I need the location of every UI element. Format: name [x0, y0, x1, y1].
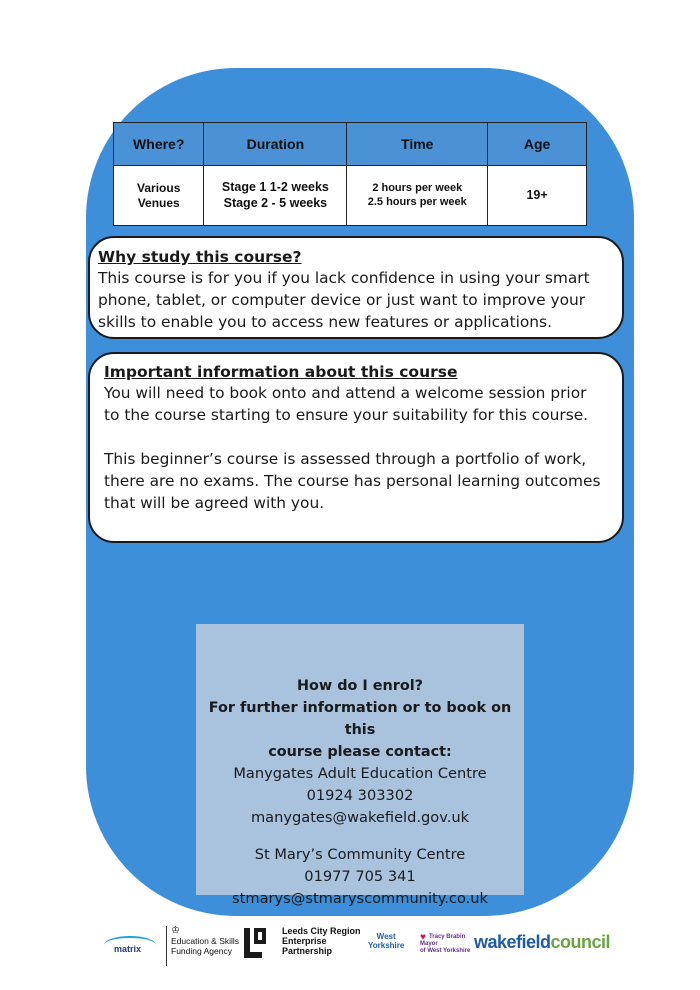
wy-line: West: [376, 932, 396, 941]
important-info-box: [88, 352, 624, 543]
cell-age: 19+: [488, 166, 587, 226]
centre-name: St Mary’s Community Centre: [254, 846, 466, 863]
why-line: skills to enable you to access new features or applications.: [98, 313, 552, 331]
enrol-heading: How do I enrol?: [296, 678, 424, 694]
why-line: This course is for you if you lack confidence in using your smart: [98, 269, 590, 287]
important-info-title: Important information about this course: [104, 363, 458, 381]
esfa-text: Funding Agency: [171, 946, 232, 956]
matrix-text: matrix: [114, 944, 142, 954]
wy-line: Yorkshire: [368, 941, 405, 950]
why-line: phone, tablet, or computer device or just want to improve your: [98, 291, 586, 309]
mayor-line: of West Yorkshire: [420, 948, 471, 954]
mayor-line: Mayor: [420, 941, 438, 947]
important-line: that will be agreed with you.: [104, 494, 325, 512]
centre-phone[interactable]: 01924 303302: [306, 787, 414, 804]
header-time: Time: [347, 123, 488, 166]
enrol-contact-box: [196, 624, 524, 907]
enrol-subheading: course please contact:: [268, 744, 452, 760]
mayor-logo: [420, 934, 470, 955]
why-study-title: Why study this course?: [98, 248, 302, 266]
lep-text: [282, 926, 361, 956]
time-line: 2 hours per week: [372, 181, 463, 194]
royal-crest-icon: ♔: [171, 925, 180, 936]
important-line: to the course starting to ensure your suitability for this course.: [104, 406, 589, 424]
header-duration: Duration: [204, 123, 347, 166]
centre-email[interactable]: manygates@wakefield.gov.uk: [250, 809, 470, 826]
why-study-box: [88, 236, 624, 339]
cell-duration: [204, 166, 347, 226]
esfa-logo: [166, 926, 243, 966]
lep-line: Enterprise: [282, 936, 327, 946]
important-para-2: [104, 448, 608, 514]
time-line: 2.5 hours per week: [367, 195, 467, 208]
centre-phone[interactable]: 01977 705 341: [304, 868, 416, 885]
duration-line: Stage 2 - 5 weeks: [223, 195, 328, 210]
council-text: council: [550, 932, 611, 952]
duration-line: Stage 1 1-2 weeks: [221, 179, 329, 194]
where-line: Various: [137, 180, 181, 195]
important-line: This beginner’s course is assessed through a portfolio of work,: [104, 450, 587, 468]
wakefield-council-logo: [474, 932, 610, 953]
wakefield-text: wakefield: [474, 932, 551, 952]
important-para-1: [104, 382, 608, 426]
cell-where: [114, 166, 204, 226]
spacer: [196, 829, 524, 844]
course-info-table: [113, 122, 587, 226]
important-line: You will need to book onto and attend a welcome session prior: [104, 384, 587, 402]
where-line: Venues: [137, 195, 180, 210]
lep-mark-icon: [242, 926, 268, 960]
matrix-logo: [100, 934, 162, 960]
lep-line: Leeds City Region: [282, 926, 361, 936]
cell-time: [347, 166, 488, 226]
important-line: there are no exams. The course has personal learning outcomes: [104, 472, 601, 490]
centre-name: Manygates Adult Education Centre: [233, 765, 487, 782]
heart-icon: ♥: [420, 932, 426, 943]
enrol-subheading: For further information or to book on this: [208, 700, 512, 738]
header-where: Where?: [114, 123, 204, 166]
lep-line: Partnership: [282, 946, 333, 956]
esfa-text: Education & Skills: [171, 936, 240, 946]
centre-email[interactable]: stmarys@stmaryscommunity.co.uk: [232, 890, 488, 907]
partner-logos: [0, 920, 700, 970]
header-age: Age: [488, 123, 587, 166]
why-study-text: [98, 267, 614, 333]
west-yorkshire-logo: [368, 932, 404, 950]
mayor-line: Tracy Brabin: [428, 934, 466, 940]
